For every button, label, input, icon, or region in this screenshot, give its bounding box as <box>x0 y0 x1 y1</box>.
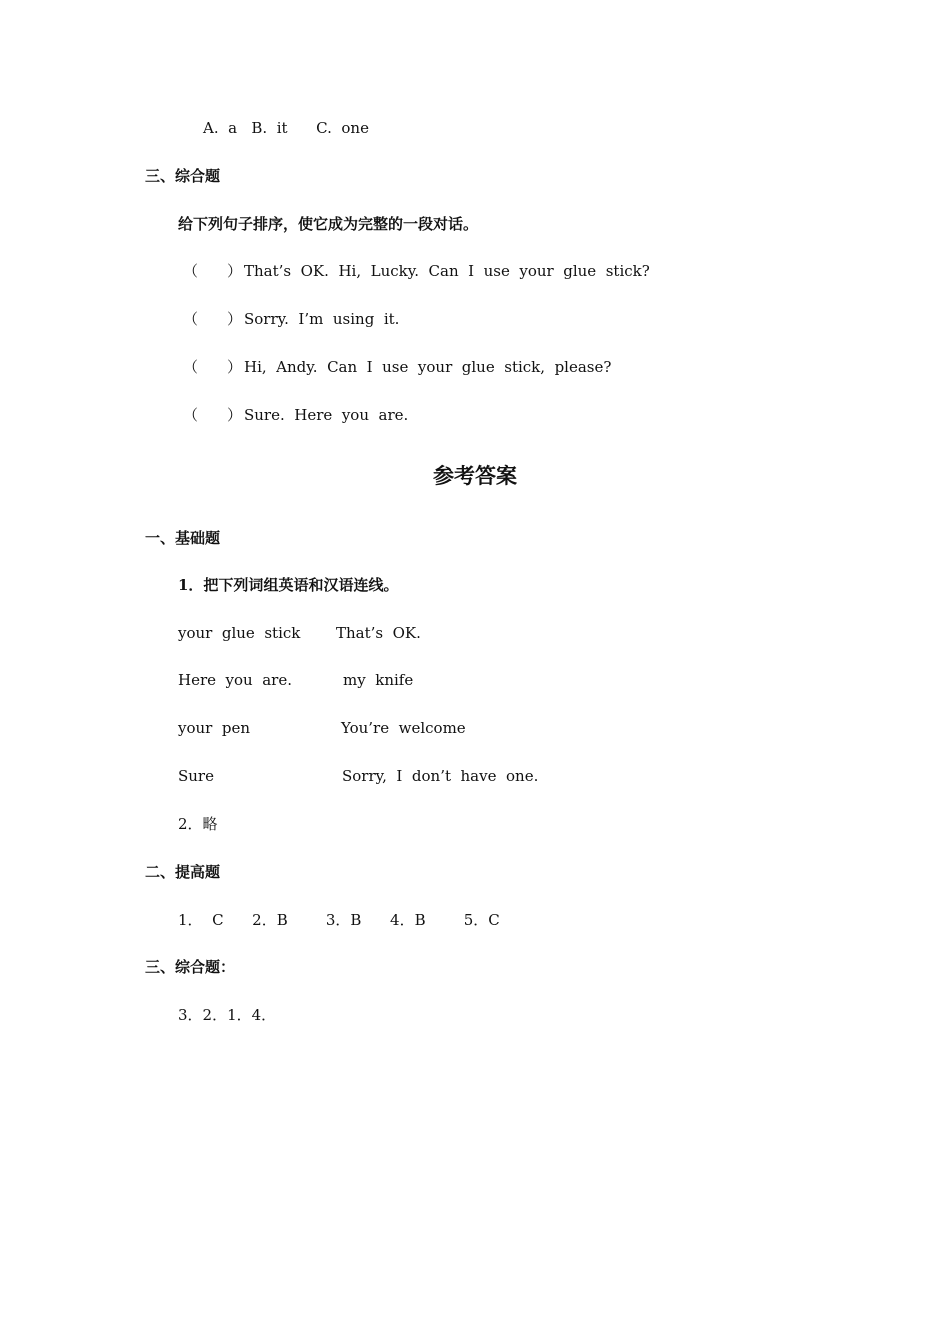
section-heading-advanced: 二、提高题 <box>145 863 221 881</box>
answers-line: 3．2．1．4． <box>178 1006 277 1024</box>
open-paren: （ <box>183 358 199 376</box>
section-heading-basic: 一、基础题 <box>145 529 221 547</box>
question-title: 1．把下列词组英语和汉语连线。 <box>178 576 399 594</box>
close-paren: ） <box>227 310 243 328</box>
open-paren: （ <box>183 406 199 424</box>
answer-q2: 2．略 <box>178 815 218 833</box>
pair-left-text: Sure <box>178 767 214 785</box>
dialogue-sentence: Sure. Here you are. <box>244 406 409 424</box>
pair-left-text: your glue stick <box>178 624 301 642</box>
pair-left-text: Here you are. <box>178 671 293 689</box>
pair-left-text: your pen <box>178 719 251 737</box>
pair-right-text: That’s OK. <box>336 624 421 642</box>
pair-right-text: You’re welcome <box>341 719 466 737</box>
section-heading-comprehensive: 三、综合题 <box>145 167 221 185</box>
pair-right-text: Sorry, I don’t have one. <box>342 767 539 785</box>
answer-key-title: 参考答案 <box>433 463 517 488</box>
open-paren: （ <box>183 262 199 280</box>
dialogue-sentence: Hi, Andy. Can I use your glue stick, please? <box>244 358 612 376</box>
close-paren: ） <box>227 358 243 376</box>
pair-right-text: my knife <box>343 671 414 689</box>
section-heading-comprehensive-answers: 三、综合题： <box>145 958 236 976</box>
close-paren: ） <box>227 262 243 280</box>
answers-line: 1． C 2．B 3．B 4．B 5．C <box>178 911 500 929</box>
dialogue-sentence: That’s OK. Hi, Lucky. Can I use your glue stick? <box>244 262 650 280</box>
option-line: A. a B. it C. one <box>203 119 369 137</box>
dialogue-sentence: Sorry. I’m using it. <box>244 310 400 328</box>
section-instruction: 给下列句子排序，使它成为完整的一段对话。 <box>178 215 479 233</box>
close-paren: ） <box>227 406 243 424</box>
open-paren: （ <box>183 310 199 328</box>
